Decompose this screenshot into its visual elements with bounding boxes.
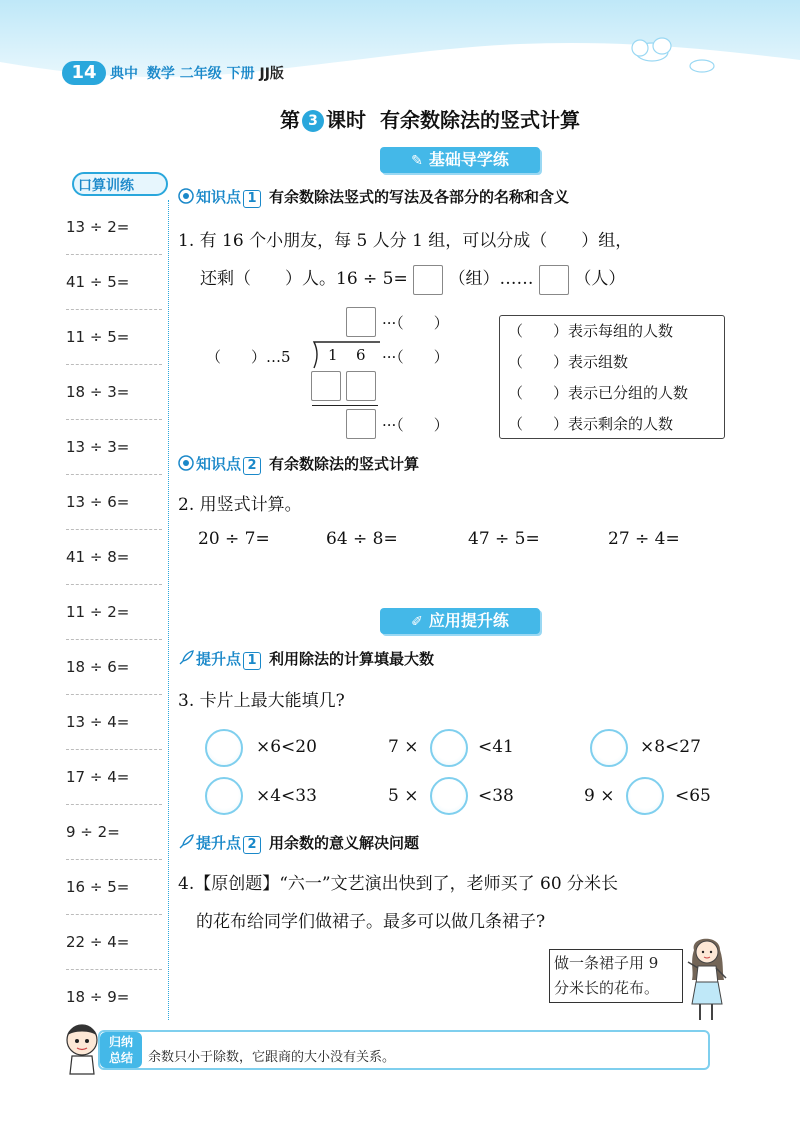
- banner-applied: ✐ 应用提升练: [380, 608, 540, 634]
- summary-text: 余数只小于除数，它跟商的大小没有关系。: [148, 1050, 396, 1065]
- product-box-1[interactable]: [311, 371, 341, 401]
- q3-expr: ×8<27: [640, 737, 701, 757]
- rocket-icon: [178, 834, 194, 850]
- legend-row: （ ）表示每组的人数: [508, 322, 674, 340]
- brand-logo: 典中: [110, 66, 138, 82]
- answer-bubble[interactable]: [205, 729, 243, 767]
- oral-item: 22 ÷ 4=: [66, 915, 162, 970]
- header-subject: 数学: [146, 66, 175, 82]
- q3-expr: <38: [478, 786, 514, 806]
- oral-item: 9 ÷ 2=: [66, 805, 162, 860]
- dividend-digit-2: 6: [356, 346, 366, 364]
- q2-item: 47 ÷ 5=: [468, 529, 540, 549]
- remainder-label: ···（ ）: [382, 416, 449, 434]
- division-bracket: [306, 340, 382, 370]
- oral-item: 18 ÷ 3=: [66, 365, 162, 420]
- q2-item: 27 ÷ 4=: [608, 529, 680, 549]
- q3-expr: ×4<33: [256, 786, 317, 806]
- girl-illustration: [680, 932, 736, 1024]
- dividend-digit-1: 1: [328, 346, 338, 364]
- q4-line1: 4.【原创题】“六一”文艺演出快到了，老师买了 60 分米长: [178, 874, 619, 894]
- legend-row: （ ）表示剩余的人数: [508, 415, 674, 433]
- target-icon: [178, 455, 194, 471]
- oral-item: 17 ÷ 4=: [66, 750, 162, 805]
- compass-icon: ✎: [411, 153, 423, 169]
- q3-title: 3. 卡片上最大能填几?: [178, 691, 345, 711]
- header-info: [110, 63, 284, 83]
- product-box-2[interactable]: [346, 371, 376, 401]
- header-wave-background: [0, 0, 800, 100]
- lesson-title-text: 有余数除法的竖式计算: [379, 108, 580, 132]
- lesson-number: 3: [302, 110, 324, 132]
- answer-bubble[interactable]: [590, 729, 628, 767]
- q3-expr: <65: [675, 786, 711, 806]
- answer-bubble[interactable]: [430, 777, 468, 815]
- dividend-label: ···（ ）: [382, 348, 449, 366]
- divisor-label: （ ）…5: [206, 348, 291, 366]
- oral-item: 13 ÷ 3=: [66, 420, 162, 475]
- knowledge-point-2: 知识点 2 有余数除法的竖式计算: [178, 453, 419, 475]
- speech-bubble: 做一条裙子用 9 分米长的花布。: [549, 949, 683, 1003]
- improve-point-1: 提升点 1 利用除法的计算填最大数: [178, 648, 434, 670]
- oral-item: 18 ÷ 9=: [66, 988, 130, 1006]
- oral-item: 41 ÷ 8=: [66, 530, 162, 585]
- legend-row: （ ）表示组数: [508, 353, 629, 371]
- oral-item: 11 ÷ 5=: [66, 310, 162, 365]
- summary-tag: 归纳 总结: [100, 1032, 142, 1068]
- q3-expr: <41: [478, 737, 514, 757]
- q2-item: 20 ÷ 7=: [198, 529, 270, 549]
- header-edition: JJ版: [259, 66, 284, 82]
- oral-item: 13 ÷ 2=: [66, 200, 162, 255]
- answer-bubble[interactable]: [626, 777, 664, 815]
- ruler-icon: ✐: [411, 614, 423, 630]
- quotient-box[interactable]: [346, 307, 376, 337]
- legend-row: （ ）表示已分组的人数: [508, 384, 689, 402]
- oral-item: 13 ÷ 6=: [66, 475, 162, 530]
- answer-bubble[interactable]: [430, 729, 468, 767]
- oral-training-header: [64, 172, 168, 198]
- oral-item: 18 ÷ 6=: [66, 640, 162, 695]
- q3-expr: ×6<20: [256, 737, 317, 757]
- oral-training-label: 口算训练: [78, 178, 134, 194]
- oral-item: 41 ÷ 5=: [66, 255, 162, 310]
- remainder-box[interactable]: [346, 409, 376, 439]
- target-icon: [178, 188, 194, 204]
- improve-point-2: 提升点 2 用余数的意义解决问题: [178, 832, 419, 854]
- legend-box: [499, 315, 725, 439]
- q1-line1: 1. 有 16 个小朋友，每 5 人分 1 组，可以分成（ ）组，: [178, 231, 633, 251]
- answer-box[interactable]: [539, 265, 569, 295]
- q4-line2: 的花布给同学们做裙子。最多可以做几条裙子?: [196, 912, 546, 932]
- answer-box[interactable]: [413, 265, 443, 295]
- q3-expr: 5 ×: [388, 786, 419, 806]
- quotient-label: ···（ ）: [382, 314, 449, 332]
- header-grade: 二年级: [179, 66, 222, 82]
- column-divider: [168, 200, 169, 1020]
- knowledge-point-1: 知识点 1 有余数除法竖式的写法及各部分的名称和含义: [178, 186, 569, 208]
- answer-bubble[interactable]: [205, 777, 243, 815]
- banner-basic: ✎ 基础导学练: [380, 147, 540, 173]
- q3-expr: 9 ×: [584, 786, 615, 806]
- page-number: 14: [62, 61, 106, 85]
- lesson-title: 第 3 课时 有余数除法的竖式计算: [280, 108, 580, 132]
- q2-item: 64 ÷ 8=: [326, 529, 398, 549]
- oral-item: 16 ÷ 5=: [66, 860, 162, 915]
- oral-item: 11 ÷ 2=: [66, 585, 162, 640]
- rocket-icon: [178, 650, 194, 666]
- header-volume: 下册: [226, 66, 255, 82]
- boy-mascot-icon: [62, 1020, 102, 1076]
- q3-expr: 7 ×: [388, 737, 419, 757]
- oral-item: 13 ÷ 4=: [66, 695, 162, 750]
- q2-title: 2. 用竖式计算。: [178, 495, 302, 515]
- q1-line2: 还剩（ ）人。16 ÷ 5= （组）…… （人）: [200, 264, 625, 295]
- subtraction-line: [312, 405, 378, 406]
